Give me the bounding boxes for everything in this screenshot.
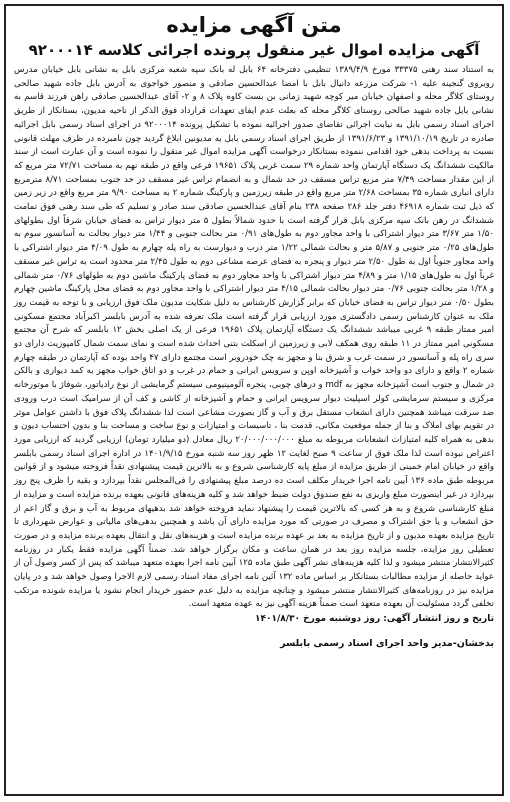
publish-date-label: تاریخ و روز انتشار آگهی: (383, 614, 494, 625)
auction-notice (4, 4, 504, 796)
signature-line: بدخشان-مدیر واحد اجرای اسناد رسمی بابلسر (280, 638, 494, 650)
publish-date-line (14, 612, 494, 626)
notice-body: به استناد سند رهنی ۳۳۳۷۵ مورخ ۱۳۸۹/۴/۹ تنظیمی دفترخانه ۶۴ بابل له بانک سپه شعبه مرکزی بابل به نشانی بابل خیابان مدرس روبروی گنجینه علیه ۱- شرکت مزرعه دانیال بابل با امضا عبدالحسین صادقی و منصور خواجوی به آدرس بابل جاده شهید صالحی روستای کلاگر محله و اصفهان خیابان میر کوچه شهید زمانی بن بست کاوه پلاک ۸ و ۲- آقای عبدالحسین صادقی راهن فرزند قاسم به نشانی بابل جاده شهید صالحی روستای کلاگر محله که بعلت عدم ایفای تعهدات قرارداد فوق الذکر از ناحیه مدیون، بستانکار از طریق اجرای اسناد رسمی بابل به نیابت اجرائی تقاضای صدور اجرائیه نموده با تشکیل پرونده ۹۲۰۰۰۱۴ در اجرای اسناد رسمی بابل اجرائیه صادره در تاریخ ۱۳۹۱/۱۰/۱۹ و ۱۳۹۱/۶/۲۳ از طریق اجرای اسناد رسمی بابل به مدیونین ابلاغ گردید چون نامبرده در ظرف مهلت قانونی نسبت به پرداخت بدهی خود اقدامی ننموده بستانکار درخواست آگهی مزایده اموال غیر منقول را نموده است و آن عبارت است از سند مالکیت ششدانگ یک دستگاه آپارتمان واحد شماره ۲۹ سمت غربی پلاک ۱۹۶۵۱ فرعی واقع در طبقه نهم به مساحت ۷۲/۷۱ متر مربع که از این مقدار مساحت ۷/۴۹ متر مربع تراس مسقف در حد شمال و به انضمام تراس غیر مسقف در حد جنوب بمساحت ۸/۷۱ مترمربع دارای انباری شماره ۳۵ بمساحت ۲/۶۸ متر مربع واقع در طبقه زیرزمین و پارکینگ شماره ۲ به مساحت ۹/۹۰ متر مربع واقع در زیر زمین که ذیل ثبت شماره ۴۶۹۱۸ دفتر جلد ۲۸۶ صفحه ۲۳۸ بنام آقای عبدالحسین صادقی سند صادر و تسلیم که طی سند رهنی فوق تمامت ششدانگ در رهن بانک سپه مرکزی بابل قرار گرفته است با حدود شمالاً بطول ۵ متر دیوار تراس به فضای خیابان شرقاً اول بطولهای ۱/۵۰ متر ۳/۶۷ متر دیوار اشتراکی با واحد مجاور دوم به طول‌های ۰/۹۱ متر بحالت جنوبی و ۱/۴۴ متر دیوار بحالت به آسانسور سوم به طول‌های ۰/۲۵ متر جنوبی و ۵/۸۷ متر و بحالت شمالی ۱/۲۲ متر درب و دیوارست به راه پله چهارم به طول ۴/۰۹ متر دیوار اشتراکی با واحد مجاور جنوباً اول به طول ۲/۵۰ متر دیوار و پنجره به فضای عرصه مشاعی دوم به طول ۲/۴۵ متر محدود است به تراس غیر مسقف غرباً اول به طول‌های ۱/۱۵ متر و ۴/۸۹ متر دیوار اشتراکی با واحد مجاور دوم به فضای پارکینگ ماشین دوم به طولهای ۰/۷۶ متر شمالی و ۱/۲۸ متر بحالت جنوبی ۰/۷۶ متر دیوار بحالت شمالی ۴/۱۵ متر دیوار اشتراکی با واحد مجاور دوم به فضای محل پارکینگ ماشین چهارم بطول ۰/۵۰ متر دیوار تراس به فضای خیابان که برابر گزارش کارشناس به دلیل شکایت مدیون ملک فوق ارزیابی و با توجه به قیمت روز ملک به عنوان کارشناس رسمی دادگستری مورد ارزیابی قرار گرفته است ملک تعرفه شده به آدرس بابلسر اکبرآباد مجتمع مسکونی امیر ممتاز طبقه ۹ غربی میباشد ششدانگ یک دستگاه آپارتمان پلاک ۱۹۶۵۱ فرعی از یک اصلی بخش ۱۲ بابلسر که شرح آن مجتمع مسکونی امیر ممتاز در ۱۱ طبقه روی همکف لابی و زیرزمین از اسکلت بتنی احداث شده است و نمای سمت شمال کامپوزیت دارای دو سری راه پله و آسانسور در سمت غرب و شرق بنا و مجهز به چک خودروبر است مجتمع دارای ۴۷ واحد بوده که آپارتمان در طبقه چهارم شماره ۲ واقع و دارای دو واحد خواب و آشپزخانه اوپن و سرویس ایرانی و حمام در غرب و دو اتاق خواب مجهز به کمد دیواری و بالکن در شمال و جنوب است آشپزخانه مجهز به mdf و درهای چوبی، پنجره آلومینیومی سیستم گرمایشی از نوع رادیاتور، شوفاژ با موتورخانه مرکزی و سیستم سرمایشی کولر اسپلیت دیوار سرویس ایرانی و حمام و آشپزخانه از کاشی و کف آن از سرامیک است درب ورودی ضد سرقت میباشد همچنین دارای انشعاب مستقل برق و آب و گاز بصورت مشاعی است لذا ششدانگ پلاک فوق با داشتن عوامل موثر در تقویم بهای املاک و بنا از جمله موقعیت مکانی، قدمت بنا ، تاسیسات و امتیازات و نوع ساخت و مساحت بنا و بدون احتساب دیون و بدهی به همراه کلیه امتیازات انشعابات مربوطه به مبلغ ۲۰/۰۰۰/۰۰۰/۰۰۰ ریال معادل (دو میلیارد تومان) ارزیابی گردید که ارزیابی مورد اعتراض نبوده است لذا ملک فوق از ساعت ۹ صبح لغایت ۱۲ ظهر روز سه شنبه مورخ ۱۴۰۱/۹/۱۵ در اداره اجرای اسناد رسمی بابلسر واقع در خیابان امام خمینی از طریق مزایده از مبلغ پایه کارشناسی شروع و به بالاترین قیمت پیشنهادی نقداً فروخته میشود و از قوانین مربوطه طبق ماده ۱۳۶ آیین نامه اجرا خریدار مکلف است ده درصد مبلغ پیشنهادی را فی‌المجلس نقداً بپردازد و بقیه را ظرف پنج روز بپردازد در غیر اینصورت مبلغ واریزی به نفع صندوق دولت ضبط خواهد شد و کلیه هزینه‌های قانونی بعهده برنده مزایده است و مزایده از مبلغ کارشناسی شروع و به هر کسی که بالاترین قیمت را پیشنهاد نماید فروخته خواهد شد بدهیهای مربوط به آب و برق و گاز اعم از حق انشعاب و یا حق اشتراک و مصرف در صورتی که مورد مزایده دارای آن باشد و همچنین بدهی‌های مالیاتی و عوارض شهرداری تا تاریخ مزایده بعهده مدیون و از تاریخ مزایده به بعد بر عهده برنده مزایده است و هزینه‌های نقل و انتقال بعهده برنده مزایده و در صورت تعطیلی روز مزایده، جلسه مزایده روز بعد در همان ساعت و مکان برگزار خواهد شد. ضمناً آگهی مزایده فقط یکبار در روزنامه کثیرالانتشار منتشر میشود و لذا کلیه هزینه‌های نشر آگهی طبق ماده ۱۲۵ آیین نامه اجرا بعهده متعهد میباشد که پس از کسر وصول آن از عواید حاصله از مزایده مطالبات بستانکار بر اساس ماده ۱۳۲ آئین نامه اجرای مفاد اسناد رسمی لازم الاجرا وصول خواهد شد و در پایان مزایده نیز در روزنامه‌های کثیرالانتشار منتشر میشود و چنانچه مزایده به دلیل عدم حضور خریدار انجام نشود یا مزایده شونده مرتکب تخلفی گردد مسئولیت آن بعهده متعهد است ضمناً هزینه آگهی نیز به عهده متعهد است. (14, 65, 495, 610)
notice-subtitle: آگهی مزایده اموال غیر منقول پرونده اجرائی کلاسه ۹۲۰۰۰۱۴ (28, 41, 480, 59)
notice-title: متن آگهی مزایده (166, 13, 342, 37)
publish-date-value: روز دوشنبه مورخ ۱۴۰۱/۸/۳۰ (255, 614, 381, 625)
